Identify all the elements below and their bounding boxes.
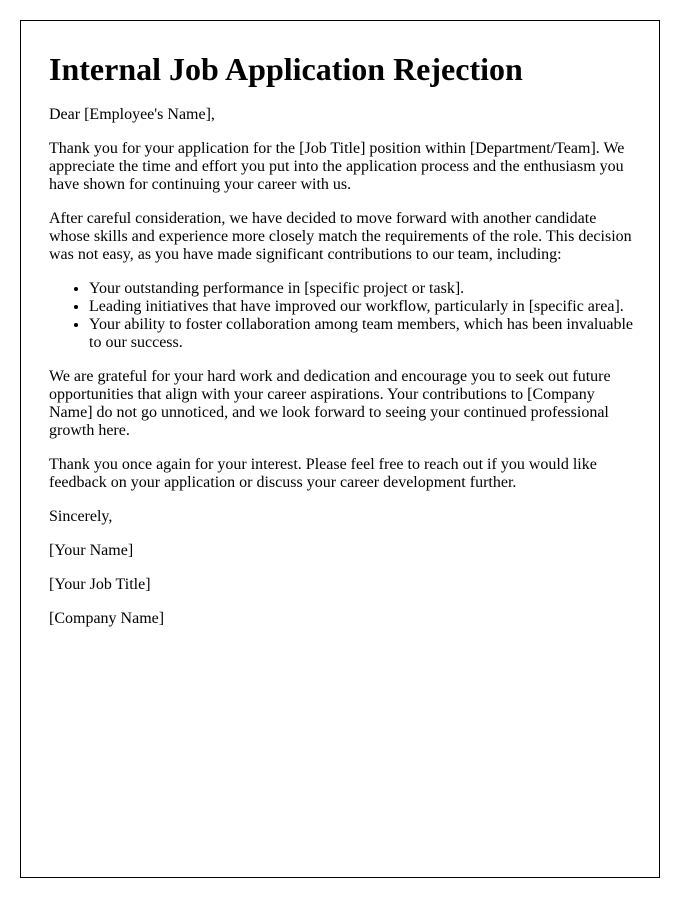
signature-company: [Company Name] [49,610,165,627]
list-item: • Your outstanding performance in [specific project or task]. [89,280,639,298]
list-item: • Leading initiatives that have improved our workflow, particularly in [specific area]. [89,298,639,316]
signature-job-title: [Your Job Title] [49,576,151,593]
closing: Sincerely, [49,508,113,525]
paragraph-closing-note: Thank you once again for your interest. Please feel free to reach out if you would like feedback on your application or discuss your career development further. [49,456,597,491]
salutation: Dear [Employee's Name], [49,106,215,123]
paragraph-decision: After careful consideration, we have decided to move forward with another candidate whose skills and experience more closely match the requirements of the role. This decision was not easy, as you have made significant contributions to our team, including: [49,210,632,263]
contributions-list [49,280,639,352]
list-item: • Your ability to foster collaboration among team members, which has been invaluable to our success. [89,316,639,352]
letter-page [20,20,660,878]
signature-name: [Your Name] [49,542,134,559]
paragraph-gratitude: We are grateful for your hard work and dedication and encourage you to seek out future opportunities that align with your career aspirations. Your contributions to [Company Name] do not go unnoticed, and we look forward to seeing your continued professional growth here. [49,368,611,439]
paragraph-intro: Thank you for your application for the [Job Title] position within [Department/Team]. We appreciate the time and effort you put into the application process and the enthusiasm you have shown for continuing your career with us. [49,140,625,193]
letter-title: Internal Job Application Rejection [49,51,523,87]
letter-content [49,51,639,644]
